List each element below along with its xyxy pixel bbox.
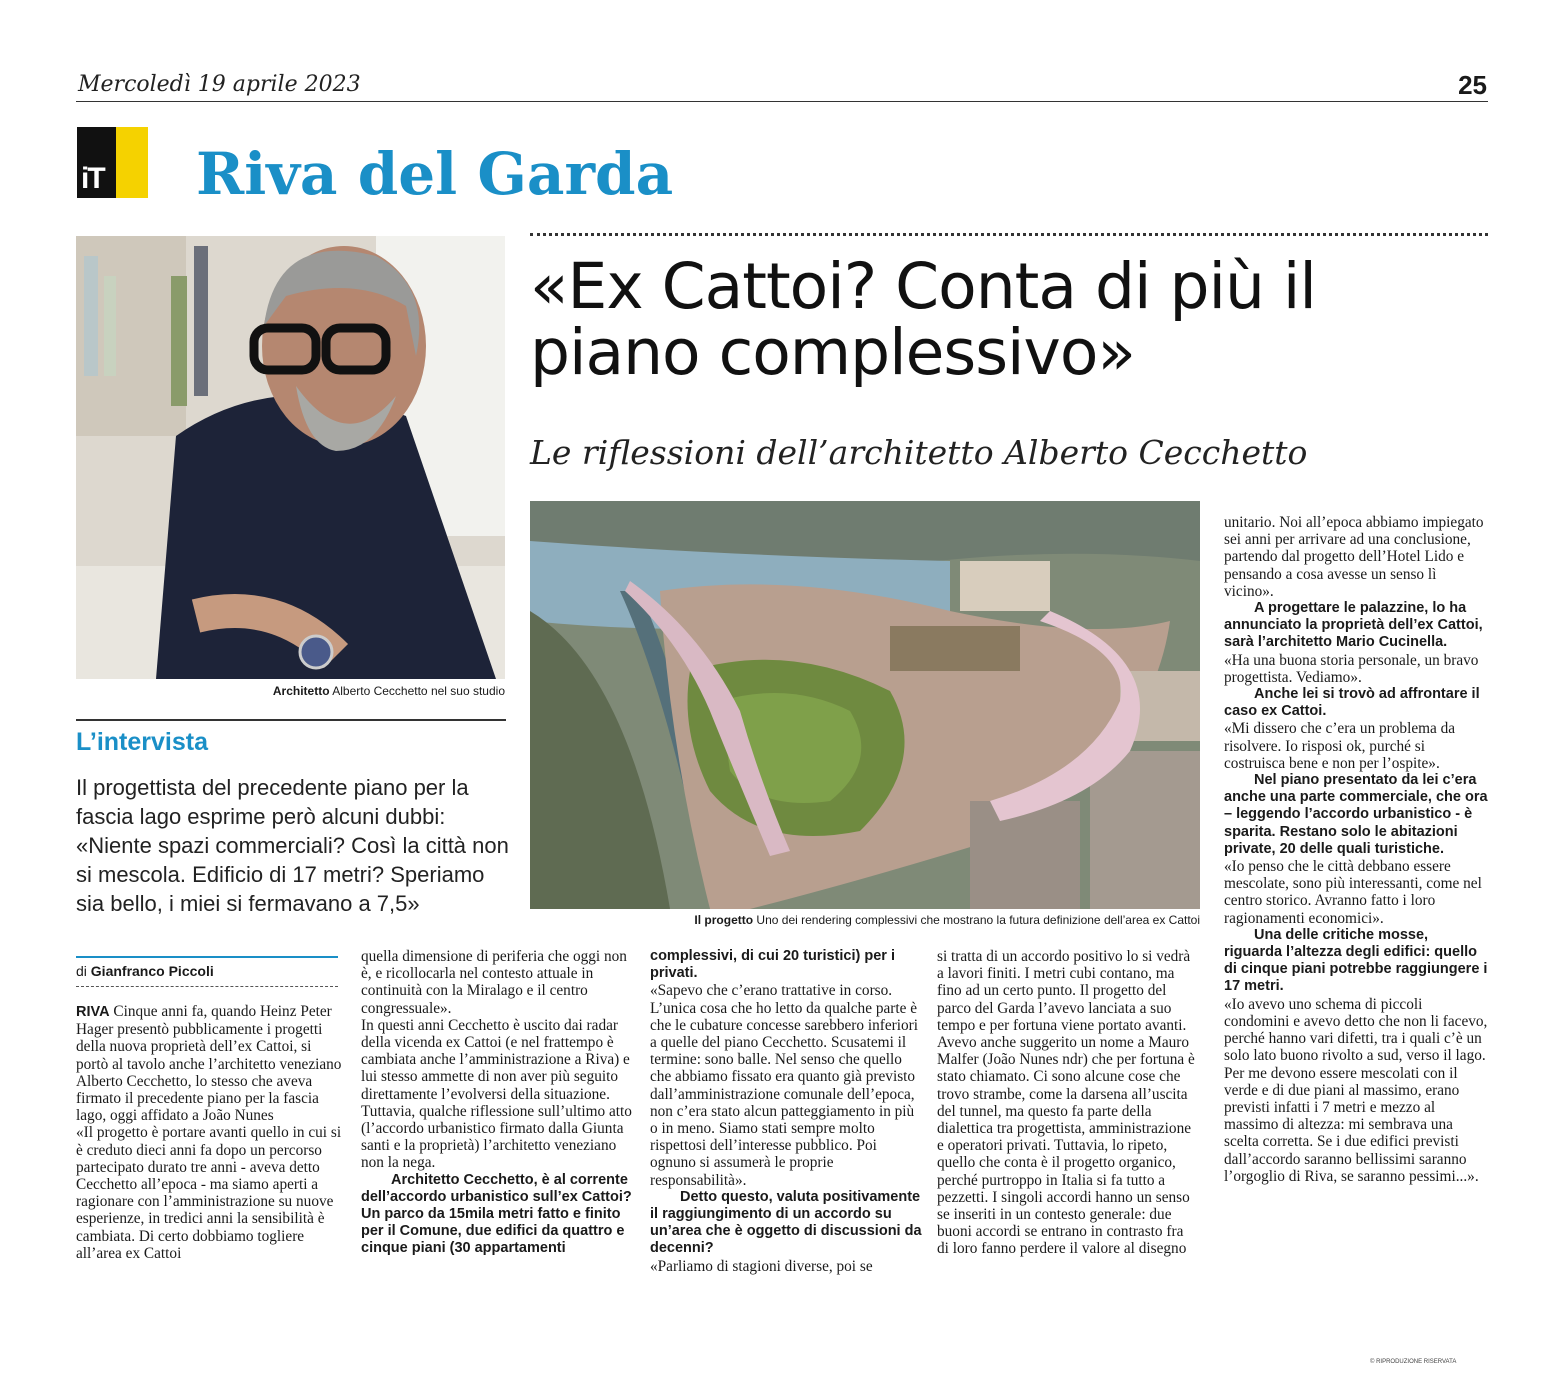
rendering-caption-label: Il progetto <box>694 913 754 927</box>
body-paragraph: unitario. Noi all’epoca abbiamo impiegato sei anni per arrivare ad una conclusione, partendo dal progetto dell’Hotel Lido e pensando a cosa avesse un senso lì vicino». <box>1224 514 1484 600</box>
byline-dashed-rule <box>76 986 338 987</box>
interview-label: L’intervista <box>76 728 208 756</box>
dateline: RIVA <box>76 1004 110 1020</box>
page-number: 25 <box>1458 70 1487 100</box>
logo-text: iT <box>81 162 104 195</box>
body-paragraph: «Io avevo uno schema di piccoli condomini e avevo detto che non li facevo, perché hanno vari difetti, tra i quali c’è un solo lato buono rivolto a sud, verso il lago. Per me devono essere mescolati con il verde e di due piani al massimo, erano previsti infatti i 7 metri e mezzo al massimo di altezza: mi sembrava una scelta corretta. Se i due edifici previsti dall’accordo saranno bellissimi saranno l’orgoglio di Riva, se saranno pessimi...». <box>1224 995 1488 1185</box>
interview-question: Architetto Cecchetto, è al corrente dell’accordo urbanistico sull’ex Cattoi? Un parco da 15mila metri fatto e finito per il Comune, due edifici da quattro e cinque piani (30 appartamenti <box>361 1171 632 1257</box>
article-column-1 <box>76 1003 346 1262</box>
article-column-3 <box>650 948 922 1275</box>
interview-intro: Il progettista del precedente piano per la fascia lago esprime però alcuni dubbi: «Niente spazi commerciali? Così la città non si mescola. Edificio di 17 metri? Speriamo sia bello, i miei si fermavano a 7,5» <box>76 775 509 916</box>
article-column-5 <box>1224 514 1488 1185</box>
photo-caption-text: Alberto Cecchetto nel suo studio <box>332 684 505 698</box>
body-paragraph: Cinque anni fa, quando Heinz Peter Hager presentò pubblicamente i progetti della nuova proprietà dell’ex Cattoi, si portò al tavolo anche l’architetto veneziano Alberto Cecchetto, lo stesso che aveva firmato il precedente piano per la fascia lago, oggi affidato a João Nunes <box>76 1003 342 1125</box>
subheadline: Le riflessioni dell’architetto Alberto Cecchetto <box>530 433 1308 472</box>
byline-author: Gianfranco Piccoli <box>90 963 214 979</box>
rendering-caption <box>530 913 1200 927</box>
headline-dotted-rule <box>530 233 1488 236</box>
rendering-caption-text: Uno dei rendering complessivi che mostrano la futura definizione dell’area ex Cattoi <box>756 913 1200 927</box>
interview-question: Detto questo, valuta positivamente il raggiungimento di un accordo su un’area che è oggetto di discussioni da decenni? <box>650 1188 922 1257</box>
issue-date: Mercoledì 19 aprile 2023 <box>78 72 361 97</box>
interview-question: complessivi, di cui 20 turistici) per i privati. <box>650 948 895 982</box>
article-column-4 <box>937 948 1199 1258</box>
project-rendering <box>530 501 1200 909</box>
body-paragraph: «Ha una buona storia personale, un bravo progettista. Vediamo». <box>1224 651 1479 686</box>
body-paragraph: «Parliamo di stagioni diverse, poi se <box>650 1257 873 1275</box>
byline-prefix: di <box>76 963 87 979</box>
byline <box>76 963 214 979</box>
body-paragraph: «Io penso che le città debbano essere mescolate, sono più interessanti, come nel centro storico. Avranno fatto i loro ragionamenti economici». <box>1224 858 1482 927</box>
article-column-2 <box>361 948 633 1258</box>
header-rule <box>76 101 1488 102</box>
body-paragraph: «Mi dissero che c’era un problema da risolvere. Io risposi ok, purché si costruisca bene e non per l’ospite». <box>1224 720 1456 772</box>
interview-question: Nel piano presentato da lei c’era anche una parte commerciale, che ora – leggendo l’accordo urbanistico - è sparita. Restano solo le abitazioni private, 20 delle quali turistiche. <box>1224 772 1488 857</box>
interview-rule <box>76 719 506 721</box>
interview-question: Una delle critiche mosse, riguarda l’altezza degli edifici: quello di cinque piani potrebbe raggiungere i 17 metri. <box>1224 926 1488 995</box>
photo-caption-label: Architetto <box>272 684 330 698</box>
architect-photo <box>76 236 505 679</box>
copyright-notice: © RIPRODUZIONE RISERVATA <box>1370 1359 1457 1365</box>
body-paragraph: In questi anni Cecchetto è uscito dai radar della vicenda ex Cattoi (e nel frattempo è cambiata anche l’amministrazione a Riva) e lui stesso ammette di non aver più seguito direttamente l’evolversi della situazione. Tuttavia, qualche riflessione sull’ultimo atto (l’accordo urbanistico firmato dalla Giunta santi e la proprietà) l’architetto veneziano non la nega. <box>361 1016 632 1172</box>
section-title: Riva del Garda <box>196 140 674 208</box>
headline: «Ex Cattoi? Conta di più il piano complessivo» <box>530 250 1316 389</box>
photo-caption <box>76 684 505 698</box>
interview-question: Anche lei si trovò ad affrontare il caso ex Cattoi. <box>1224 686 1480 720</box>
body-paragraph: si tratta di un accordo positivo lo si vedrà a lavori finiti. I metri cubi contano, ma fino ad un certo punto. Il progetto del parco del Garda l’avevo lanciata a suo tempo e per fortuna viene portato avanti. Avevo anche suggerito un nome a Mauro Malfer (João Nunes ndr) che per fortuna è stato chiamato. Ci sono alcune cose che trovo strambe, come la darsena all’uscita del tunnel, ma questo fa parte della dialettica tra progettista, amministrazione e operatori privati. Tuttavia, lo ripeto, quello che conta è il progetto organico, perché purtroppo in Italia si fa tutto a pezzetti. I singoli accordi hanno un senso se inseriti in un contesto generale: due buoni accordi se entrano in contrasto fra di loro fanno perdere il valore al disegno <box>937 948 1195 1258</box>
newspaper-logo <box>77 127 148 198</box>
byline-rule <box>76 956 338 958</box>
body-paragraph: «Il progetto è portare avanti quello in cui si è creduto dieci anni fa dopo un percorso partecipato durato tre anni - aveva detto Cecchetto all’epoca - ma siamo aperti a ragionare con l’amministrazione su nuove esperienze, in tredici anni la sensibilità è cambiata. Di certo dobbiamo togliere all’area ex Cattoi <box>76 1124 342 1262</box>
interview-question: A progettare le palazzine, lo ha annunciato la proprietà dell’ex Cattoi, sarà l’architetto Mario Cucinella. <box>1224 600 1483 651</box>
body-paragraph: quella dimensione di periferia che oggi non è, e ricollocarla nel contesto attuale in continuità con la Miralago e il centro congressuale». <box>361 948 627 1017</box>
body-paragraph: «Sapevo che c’erano trattative in corso. L’unica cosa che ho letto da qualche parte è che le cubature concesse sarebbero inferiori a quelle del piano Cecchetto. Scusatemi il termine: sono balle. Nel senso che quello che abbiamo fissato era quanto già previsto dall’amministrazione comunale dell’epoca, non c’era stato alcun patteggiamento in più o in meno. Siamo stati sempre molto rispettosi dell’interesse pubblico. Poi ognuno si assumerà le proprie responsabilità». <box>650 982 918 1189</box>
